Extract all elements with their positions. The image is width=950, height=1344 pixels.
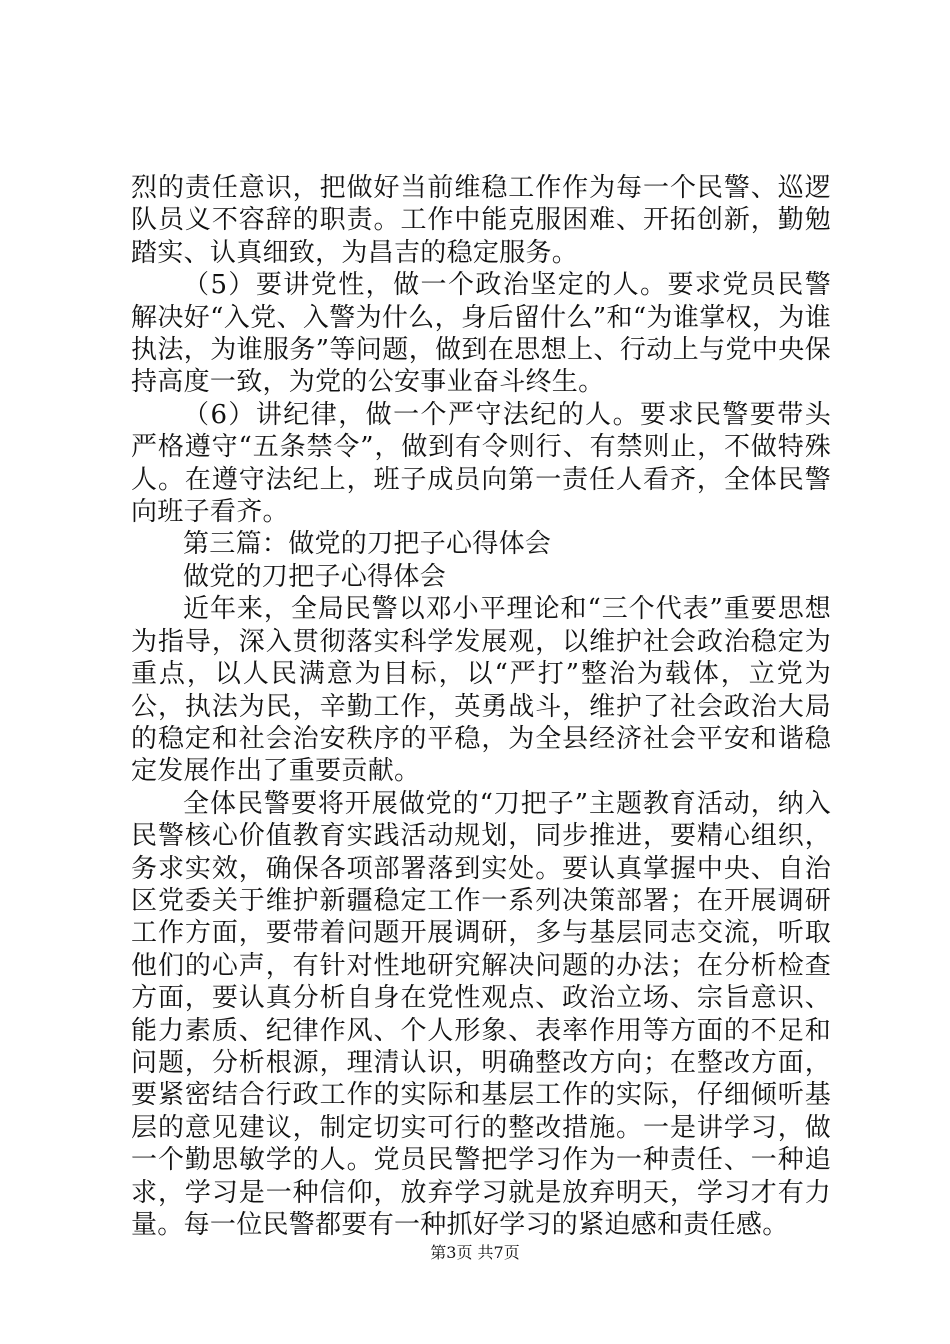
paragraph-continuation: 烈的责任意识，把做好当前维稳工作作为每一个民警、巡逻队员义不容辞的职责。工作中能克服困难、开拓创新，勤勉踏实、认真细致，为昌吉的稳定服务。 xyxy=(131,173,831,268)
paragraph-item-5: （5）要讲党性，做一个政治坚定的人。要求党员民警解决好“入党、入警为什么，身后留什么”和“为谁掌权，为谁执法，为谁服务”等问题，做到在思想上、行动上与党中央保持高度一致，为党的公安事业奋斗终生。 xyxy=(131,270,831,398)
paragraph-item-6: （6）讲纪律，做一个严守法纪的人。要求民警要带头严格遵守“五条禁令”，做到有令则行、有禁则止，不做特殊人。在遵守法纪上，班子成员向第一责任人看齐，全体民警向班子看齐。 xyxy=(131,399,831,528)
document-body xyxy=(131,172,831,1241)
paragraph-main: 全体民警要将开展做党的“刀把子”主题教育活动，纳入民警核心价值教育实践活动规划，同步推进，要精心组织，务求实效，确保各项部署落到实处。要认真掌握中央、自治区党委关于维护新疆稳定工作一系列决策部署；在开展调研工作方面，要带着问题开展调研，多与基层同志交流，听取他们的心声，有针对性地研究解决问题的办法；在分析检查方面，要认真分析自身在党性观点、政治立场、宗旨意识、能力素质、纪律作风、个人形象、表率作用等方面的不足和问题，分析根源，理清认识，明确整改方向；在整改方面，要紧密结合行政工作的实际和基层工作的实际，仔细倾听基层的意见建议，制定切实可行的整改措施。一是讲学习，做一个勤思敏学的人。党员民警把学习作为一种责任、一种追求，学习是一种信仰，放弃学习就是放弃明天，学习才有力量。每一位民警都要有一种抓好学习的紧迫感和责任感。 xyxy=(131,788,831,1240)
section-heading: 第三篇：做党的刀把子心得体会 xyxy=(183,529,552,560)
paragraph-intro: 近年来，全局民警以邓小平理论和“三个代表”重要思想为指导，深入贯彻落实科学发展观，以维护社会政治稳定为重点，以人民满意为目标，以“严打”整治为载体，立党为公，执法为民，辛勤工作，英勇战斗，维护了社会政治大局的稳定和社会治安秩序的平稳，为全县经济社会平安和谐稳定发展作出了重要贡献。 xyxy=(131,594,831,787)
article-title: 做党的刀把子心得体会 xyxy=(183,561,447,592)
page-footer: 第3页 共7页 xyxy=(430,1243,520,1262)
